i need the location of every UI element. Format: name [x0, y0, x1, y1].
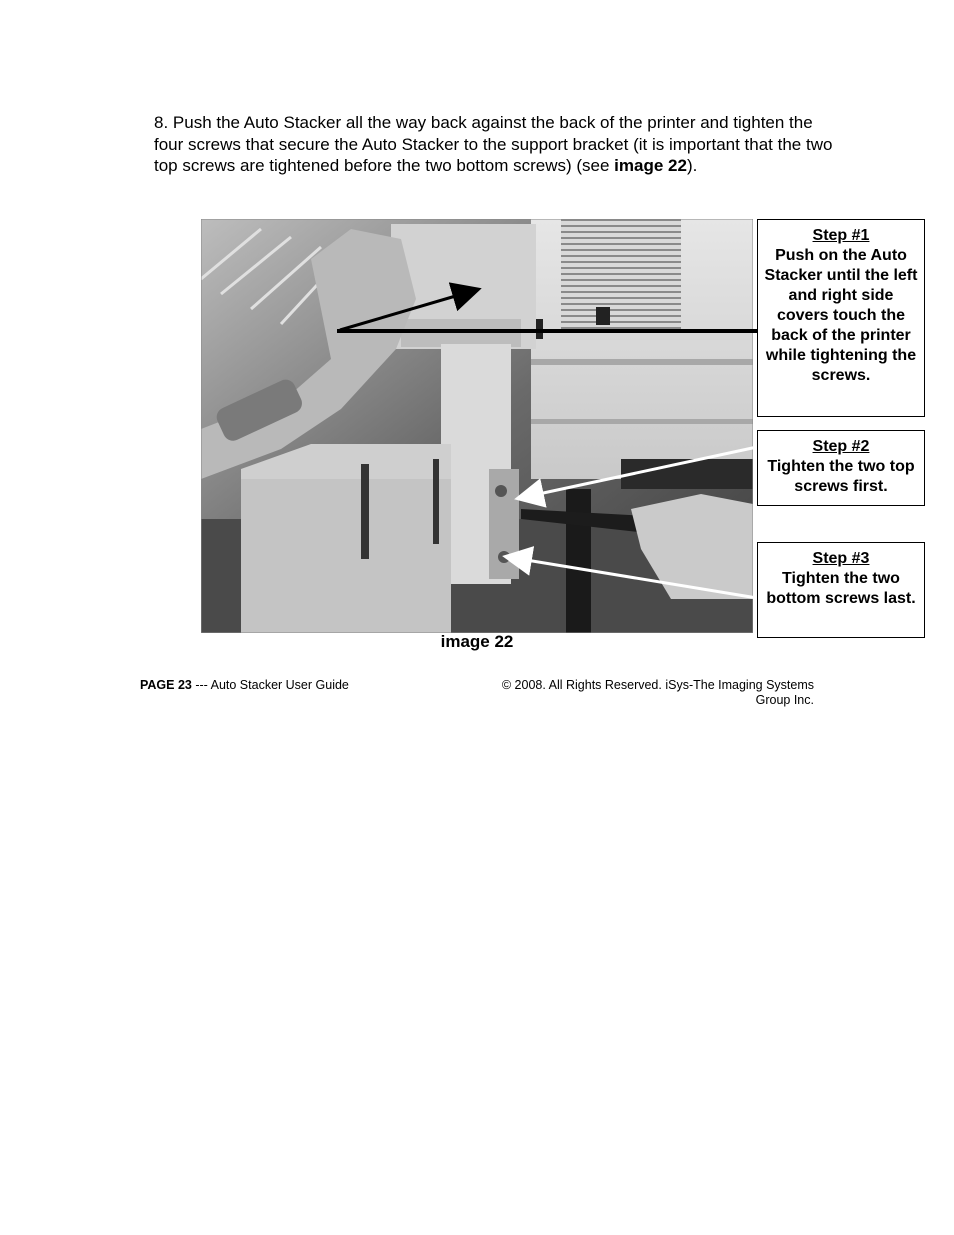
image-reference: image 22: [614, 156, 687, 175]
footer-page-info: [140, 678, 349, 692]
callout-step-1: [757, 219, 925, 417]
callout-step-1-title: Step #1: [812, 227, 870, 244]
photo-image-22: [201, 219, 753, 633]
copyright-line-2: Group Inc.: [755, 693, 814, 707]
callout-step-1-body: Push on the Auto Stacker until the left and right side covers touch the back of the printer while tightening the screws.: [764, 247, 918, 384]
image-caption: image 22: [440, 632, 514, 651]
footer-copyright: [470, 678, 814, 708]
guide-title: --- Auto Stacker User Guide: [191, 678, 349, 692]
callout-step-2-body: Tighten the two top screws first.: [767, 458, 915, 495]
callout-step-3-title: Step #3: [812, 550, 870, 567]
instruction-end: ).: [686, 156, 698, 175]
callout-step-3: [757, 542, 925, 638]
callout-step-2: [757, 430, 925, 506]
instruction-paragraph: [154, 112, 834, 177]
callout-step-2-title: Step #2: [812, 438, 870, 455]
callout-step-3-body: Tighten the two bottom screws last.: [766, 570, 916, 607]
instruction-text: 8. Push the Auto Stacker all the way back against the back of the printer and tighten the four screws that secure the Auto Stacker to the support bracket (it is important that the two top screws are tightened before the two bottom screws) (see: [154, 113, 833, 175]
page-number: PAGE 23: [140, 678, 192, 692]
copyright-line-1: © 2008. All Rights Reserved. iSys-The Imaging Systems: [501, 678, 814, 692]
